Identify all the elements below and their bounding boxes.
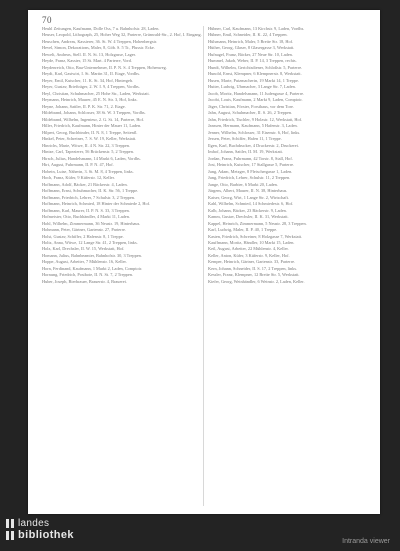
directory-entry: Hoppe, August, Arbeiter, 7 Mühlenstr. 16, Keller. (42, 259, 127, 265)
directory-entry: Hummel, Jakob, Weber, II. P. 14, 3 Treppen, rechts. (208, 58, 297, 64)
directory-entry: Kiefer, Georg, Weinhändler, 6 Weinstr. 2, Laden, Keller. (208, 278, 305, 284)
directory-entry: Kalb, Johann, Bäcker, 23 Bäckerstr. 9, Laden. (208, 207, 287, 213)
directory-entry: Kern, Johann, Schneider, II. S. 17, 2 Treppen, links. (208, 265, 298, 271)
directory-entry: Hülsmann, Heinrich, Maler, 5 Breite Str. 18, Hof. (208, 38, 294, 44)
directory-entry: Husen, Marie, Putzmacherin, 19 Markt 14, 1 Treppe. (208, 77, 299, 83)
directory-entry: Hewelt, Andreas, Stell. II. N. St. 13, Holzgasse, Lager. (42, 51, 136, 57)
directory-entry: Hoch, Franz, Küfer, 9 Küferstr. 12, Keller. (42, 175, 115, 181)
directory-entry: Hirt, August, Fuhrmann, II. P. N. 47, Hof. (42, 162, 114, 168)
directory-entry: Imhof, Johann, Sattler, II. M. 19, Werkstatt. (208, 149, 283, 155)
directory-entry: Hildebrand, Johann, Schlosser, 38 St. W. 3 Treppen, Vordhs. (42, 110, 146, 116)
directory-entry: Horn, Ferdinand, Kaufmann, 1 Markt 2, Laden, Comptoir. (42, 265, 143, 271)
directory-entry: Hoffmann, Heinrich, Schmied, 18 Hinter der Schmiede 2, Hof. (42, 201, 151, 207)
directory-entry: Jessen, Peter, Schiffer, Hafen 11, 1 Treppe. (208, 136, 282, 142)
directory-entry: Hutter, Ludwig, Uhrmacher, 3 Lange Str. 7, Laden. (208, 84, 296, 90)
directory-entry: Ilgen, Karl, Buchdrucker, 4 Druckerstr. 2, Druckerei. (208, 142, 299, 148)
directory-entry: Hübner, Carl, Kaufmann, 13 Kirchstr. 9, Laden, Vordhs. (208, 26, 305, 31)
page-scan[interactable] (28, 10, 380, 514)
directory-entry: Janssen, Hermann, Kaufmann, 5 Hafenstr. 3, Laden. (208, 123, 298, 129)
directory-entry: Hobein, Luise, Näherin, 3. St. M. 8, 4 Treppen, links. (42, 168, 134, 174)
directory-entry: Heyl, Christian, Schuhmacher, 25 Hohe Str., Laden, Werkstatt. (42, 90, 150, 96)
directory-entry: Heyne, Johann, Sattler, II. P. K. Str. 71, 2. Etage. (42, 103, 126, 109)
directory-entry: Kamm, Gustav, Drechsler, II. K. 31, Werkstatt. (208, 214, 289, 220)
directory-entry: Homann, Julius, Bahnbeamter, Bahnhofstr. 30, 3 Treppen. (42, 252, 142, 258)
directory-entry: Kauffmann, Moritz, Händler, 10 Markt 15, Laden. (208, 239, 295, 245)
directory-entry: Heuhl Zeitungen, Kaufmann, Dolle Oss, 7 u. Bahnhofstr. 28, Laden. (42, 26, 160, 31)
library-logo-icon (5, 518, 15, 528)
directory-entry: Hoffmann, Ernst, Schuhmacher, II. K. Str. 56, 1 Treppe. (42, 188, 139, 194)
directory-entry: Kaiser, Georg, Wirt, 1 Lange Str. 2, Wirtschaft. (208, 194, 289, 200)
directory-entry: Kemper, Heinrich, Gärtner, Gartenstr. 33, Parterre. (208, 259, 296, 265)
directory-entry: Kessler, Franz, Klempner, 12 Breite Str. 5, Werkstatt. (208, 272, 300, 278)
directory-entry: Hevel, Simon, Dekorations, Maler, 8, Göb. S. 5 Tr., Plusstr. Ecke. (42, 45, 155, 51)
directory-entry: Jost, Heinrich, Kutscher, 17 Stallgasse 5, Parterre. (208, 162, 295, 168)
directory-entry: Keil, August, Arbeiter, 22 Mühlenstr. 4, Keller. (208, 246, 289, 252)
directory-entry: Hübner, Emil, Schneider, II. K. 22, 4 Treppen. (208, 32, 288, 38)
directory-entry: Hilpert, Georg, Buchbinder, II. N. 8, 1 Treppe, Seitenfl. (42, 129, 138, 135)
directory-entry: Heyer, Emil, Kutscher, 11. K. St. 34, Hof, Hintergeb. (42, 77, 134, 83)
directory-entry: Hinrichs, Marie, Witwe, II. 4 N. Str. 22, 3 Treppen. (42, 142, 130, 148)
directory-entry: Hoffmann, Adolf, Bäcker, 21 Bäckerstr. 4, Laden. (42, 181, 128, 187)
footer (0, 514, 400, 551)
directory-entry: Hirsch, Julius, Handelsmann, 14 Markt 6, Laden, Vordhs. (42, 155, 141, 161)
directory-entry: Hoffmann, Karl, Maurer, II. P. N. S. 33, 3 Treppen. (42, 207, 130, 213)
directory-entry: Jürgens, Albert, Maurer, II. N. 38, Hinterhaus. (208, 188, 288, 194)
directory-entry: Hohmann, Peter, Gärtner, Gartenstr. 27, Parterre. (42, 227, 127, 233)
directory-entry: Heyer, Gustav, Briefträger, 2. W. I. 9, 4 Treppen, Vordhs. (42, 84, 140, 90)
viewer-label: Intranda viewer (342, 538, 390, 545)
directory-entry: Hundt, Wilhelm, Gerichtsdiener, Schloßstr. 5, Parterre. (208, 64, 303, 70)
directory-entry: Jung, Adam, Metzger, 8 Fleischergasse 1, Laden. (208, 168, 293, 174)
directory-entry: Jacob, Moritz, Handelsmann, 11 Judengasse 4, Parterre. (208, 90, 305, 96)
library-logo-bars-icon (5, 530, 15, 540)
directory-entry: Jahn, Friedrich, Tischler, 9 Holzstr. 12, Werkstatt, Hof. (208, 116, 303, 122)
directory-entry: Hornung, Friedrich, Postbote, II. N. St. 7, 2 Treppen. (42, 272, 133, 278)
directory-entry: Heuschen, Andreas, Kassierer, 36. St. W. 4 Treppen, Hohenbergstr. (42, 38, 158, 44)
directory-entry: Hufnagel, Franz, Bäcker, 27 Neue Str. 10, Laden. (208, 51, 293, 57)
directory-entry: Hüther, Georg, Glaser, 8 Glasergasse 3, Werkstatt. (208, 45, 295, 51)
column-divider (203, 26, 204, 506)
directory-entry: Heydenreich, Otto, Bau-Unternehmer, II. P. N. S. 4 Treppen, Hohenweg. (42, 64, 167, 70)
right-column (208, 26, 368, 508)
directory-entry: Hoffmann, Friedrich, Lehrer, 7 Schulstr. 3, 2 Treppen. (42, 194, 135, 200)
page-number: 70 (42, 15, 52, 25)
logo-text-line2: bibliothek (18, 529, 74, 541)
directory-entry: Hiller, Friedrich, Kaufmann, Hinter der Mauer 11, Laden. (42, 123, 142, 129)
directory-entry: Heymann, Heinrich, Maurer, 45 E. N. Str. 3, Hof, links. (42, 97, 138, 103)
directory-entry: Hunold, Ernst, Klempner, 6 Klempnerstr. 8, Werkstatt. (208, 71, 302, 77)
directory-entry: Heydt, Karl, Gastwirt, I. St. Martin 31, II. Etage, Vordhs. (42, 71, 140, 77)
directory-entry: Jahn, August, Schuhmacher, II. S. 26, 2 Treppen. (208, 110, 293, 116)
directory-entry: Holst, Gustav, Schiffer, 2 Hafenstr. 8, 1 Treppe. (42, 233, 124, 239)
directory-entry: Karl, Ludwig, Maler, II. P. 40, 1 Treppe. (208, 227, 278, 233)
directory-entry: Holtz, Anna, Witwe, 12 Lange Str. 41, 2 Treppen, links. (42, 239, 138, 245)
directory-entry: Jacobi, Louis, Kaufmann, 2 Markt 9, Laden, Comptoir. (208, 97, 303, 103)
directory-entry: Hinkel, Peter, Schreiner, 7. S. W. 19, Keller, Werkstatt. (42, 136, 137, 142)
directory-entry: Kahl, Wilhelm, Schmied, 14 Schmiedestr. 6, Hof. (208, 201, 294, 207)
directory-entry: Keller, Anton, Küfer, 3 Küferstr. 9, Keller, Hof. (208, 252, 290, 258)
directory-entry: Jung, Friedrich, Lehrer, Schulstr. 11, 2 Treppen. (208, 175, 291, 181)
directory-entry: Junge, Otto, Barbier, 6 Markt 20, Laden. (208, 181, 278, 187)
directory-entry: Kasten, Friedrich, Schreiner, 8 Holzgasse 7, Werkstatt. (208, 233, 303, 239)
directory-entry: Hintze, Carl, Tapezierer, 56 Brückenstr. 5, 2 Treppen. (42, 149, 134, 155)
left-column (42, 26, 202, 508)
directory-entry: Heuser, Leopold, Lithograph, 25, Hoher Weg 32, Parterre, Grünwald-Str., 2. Hof, I. Eingang. (42, 32, 202, 38)
directory-entry: Jäger, Christian, Förster, Forsthaus, vor dem Tore. (208, 103, 295, 109)
directory-entry: Jordan, Franz, Fuhrmann, 42 Torstr. 8, Stall, Hof. (208, 155, 293, 161)
library-logo[interactable] (5, 517, 74, 541)
logo-text-line1: landes (18, 517, 50, 529)
directory-entry: Holz, Karl, Drechsler, II. W. 15, Werkstatt, Hof. (42, 246, 125, 252)
directory-entry: Huber, Joseph, Bierbrauer, Brauerstr. 4, Brauerei. (42, 278, 127, 284)
directory-entry: Heyde, Franz, Kassier, 15 St. Mart. 4 Parterre, Vord. (42, 58, 133, 64)
directory-entry: Hildebrand, Wilhelm, Ingenieur, 2. G. St. 14, Parterre, Hof. (42, 116, 145, 122)
directory-entry: Jenner, Wilhelm, Schlosser, 31 Eisenstr. 6, Hof, links. (208, 129, 301, 135)
directory-entry: Hohl, Wilhelm, Zimmermann, 36 Neustr. 19, Hinterhaus. (42, 220, 141, 226)
directory-entry: Hofmeister, Otto, Buchhändler, 4 Markt 11, Laden. (42, 214, 130, 220)
directory-entry: Kappel, Heinrich, Zimmermann, 5 Neustr. 28, 3 Treppen. (208, 220, 307, 226)
